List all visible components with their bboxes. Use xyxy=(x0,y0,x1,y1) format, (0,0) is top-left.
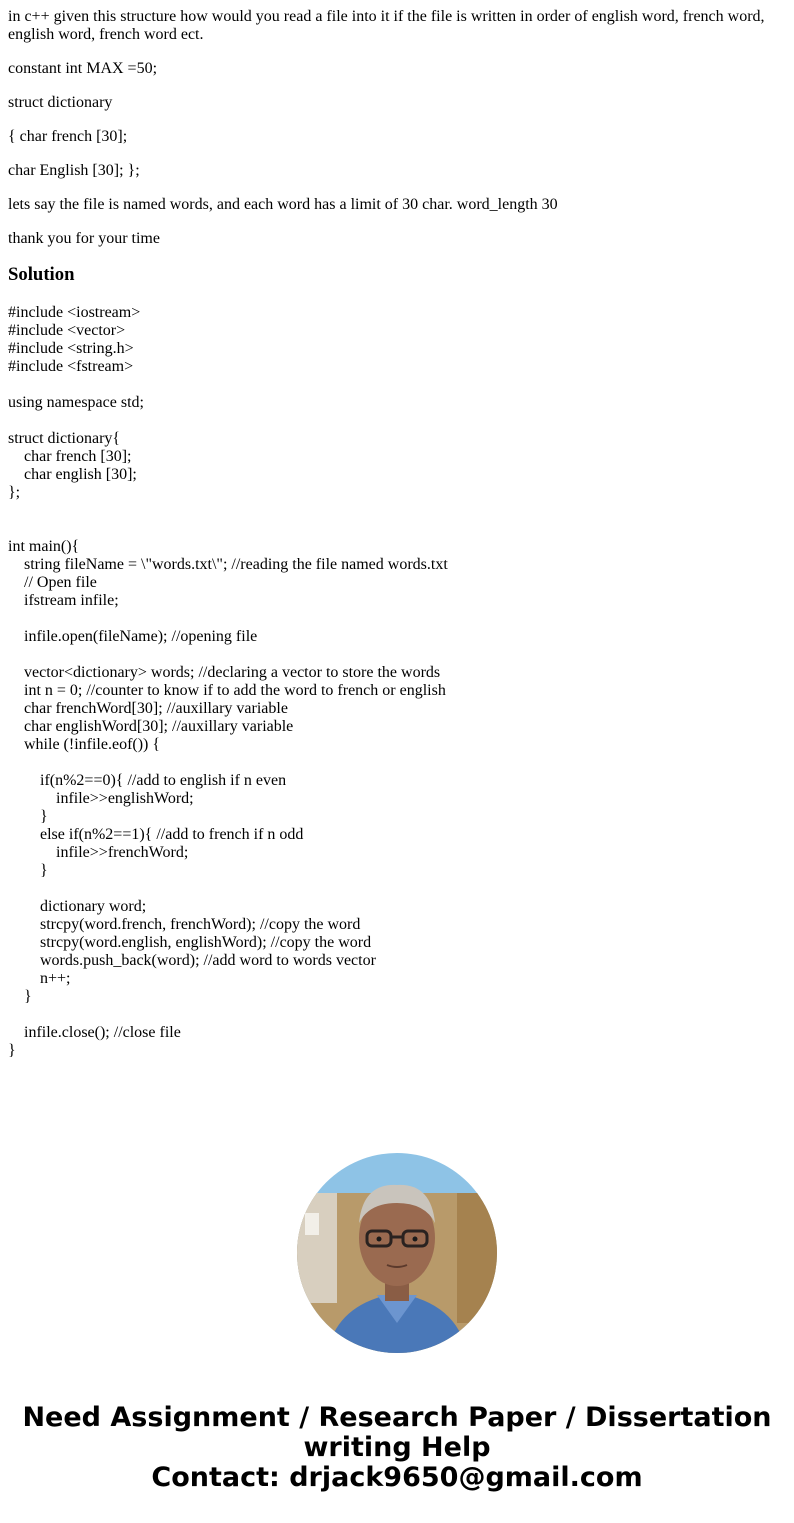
promo-line: writing Help xyxy=(303,1432,491,1463)
solution-heading: Solution xyxy=(8,264,75,285)
avatar-portrait-image xyxy=(297,1153,497,1353)
question-text: lets say the file is named words, and each word has a limit of 30 char. word_length 30 xyxy=(8,196,558,213)
question-section xyxy=(8,8,786,248)
question-text: in c++ given this structure how would you read a file into it if the file is written in order of english word, french word, english word, french word ect. xyxy=(8,8,765,43)
page-content xyxy=(8,8,786,1060)
question-text: thank you for your time xyxy=(8,230,160,247)
question-code-line: { char french [30]; xyxy=(8,128,128,145)
avatar xyxy=(297,1153,497,1353)
solution-code: #include <iostream> #include <vector> #include <string.h> #include <fstream> using namespace std; struct dictionary{ char french [30]; char english [30]; }; int main(){ string fileName = \"words.txt\"; //reading the file named words.txt // Open file ifstream infile; infile.open(fileName); //opening file vector<dictionary> words; //declaring a vector to store the words int n = 0; //counter to know if to add the word to french or english char frenchWord[30]; //auxillary variable char englishWord[30]; //auxillary variable while (!infile.eof()) { if(n%2==0){ //add to english if n even infile>>englishWord; } else if(n%2==1){ //add to french if n odd infile>>frenchWord; } dictionary word; strcpy(word.french, frenchWord); //copy the word strcpy(word.english, englishWord); //copy the word words.push_back(word); //add word to words vector n++; } infile.close(); //close file } xyxy=(8,304,448,1059)
promo-line: Need Assignment / Research Paper / Dissertation xyxy=(22,1402,772,1433)
promo-banner xyxy=(0,1403,794,1493)
question-code-line: constant int MAX =50; xyxy=(8,60,158,77)
promo-contact: Contact: drjack9650@gmail.com xyxy=(151,1462,643,1493)
question-code-line: struct dictionary xyxy=(8,94,113,111)
question-code-line: char English [30]; }; xyxy=(8,162,140,179)
